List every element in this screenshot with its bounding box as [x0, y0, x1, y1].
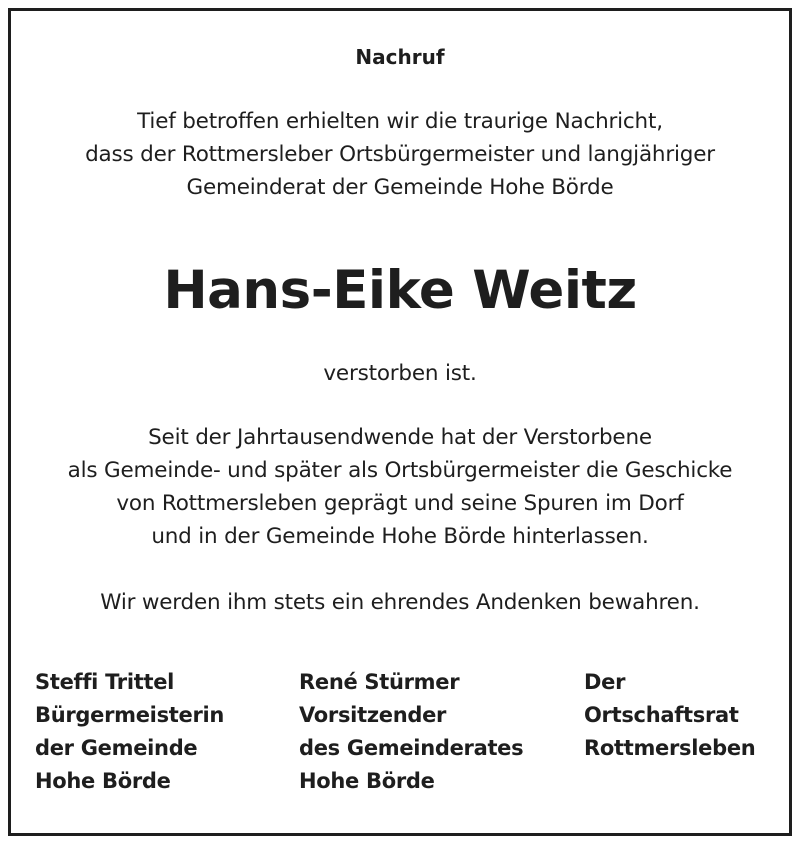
signatory-local-council	[584, 666, 755, 765]
after-name-text: verstorben ist.	[323, 361, 477, 386]
intro-line: dass der Rottmersleber Ortsbürgermeister und langjähriger	[85, 142, 715, 167]
signatory-line: Bürgermeisterin	[35, 703, 225, 727]
legacy-line: von Rottmersleben geprägt und seine Spuren im Dorf	[116, 491, 684, 516]
signatory-line: Rottmersleben	[584, 736, 756, 760]
signatory-line: Der	[584, 670, 626, 694]
signatory-line: Steffi Trittel	[35, 670, 175, 694]
legacy-line: Seit der Jahrtausendwende hat der Verstorbene	[148, 425, 652, 450]
closing-sentence: Wir werden ihm stets ein ehrendes Andenken bewahren.	[100, 590, 700, 615]
intro-line: Gemeinderat der Gemeinde Hohe Börde	[186, 175, 614, 200]
signatory-line: René Stürmer	[299, 670, 460, 694]
notice-heading: Nachruf	[355, 45, 445, 69]
intro-line: Tief betroffen erhielten wir die traurige Nachricht,	[137, 109, 663, 134]
legacy-line: und in der Gemeinde Hohe Börde hinterlassen.	[151, 524, 649, 549]
signatory-line: Vorsitzender	[299, 703, 447, 727]
signatory-line: Hohe Börde	[35, 769, 171, 793]
signatory-council-chair	[299, 666, 523, 798]
signatory-line: des Gemeinderates	[299, 736, 524, 760]
signatory-line: Ortschaftsrat	[584, 703, 739, 727]
deceased-name: Hans-Eike Weitz	[163, 260, 637, 321]
signatory-line: der Gemeinde	[35, 736, 198, 760]
legacy-line: als Gemeinde- und später als Ortsbürgermeister die Geschicke	[67, 458, 733, 483]
intro-paragraph	[0, 105, 800, 204]
signatory-line: Hohe Börde	[299, 769, 435, 793]
legacy-paragraph	[0, 421, 800, 553]
signatory-mayor	[35, 666, 224, 798]
